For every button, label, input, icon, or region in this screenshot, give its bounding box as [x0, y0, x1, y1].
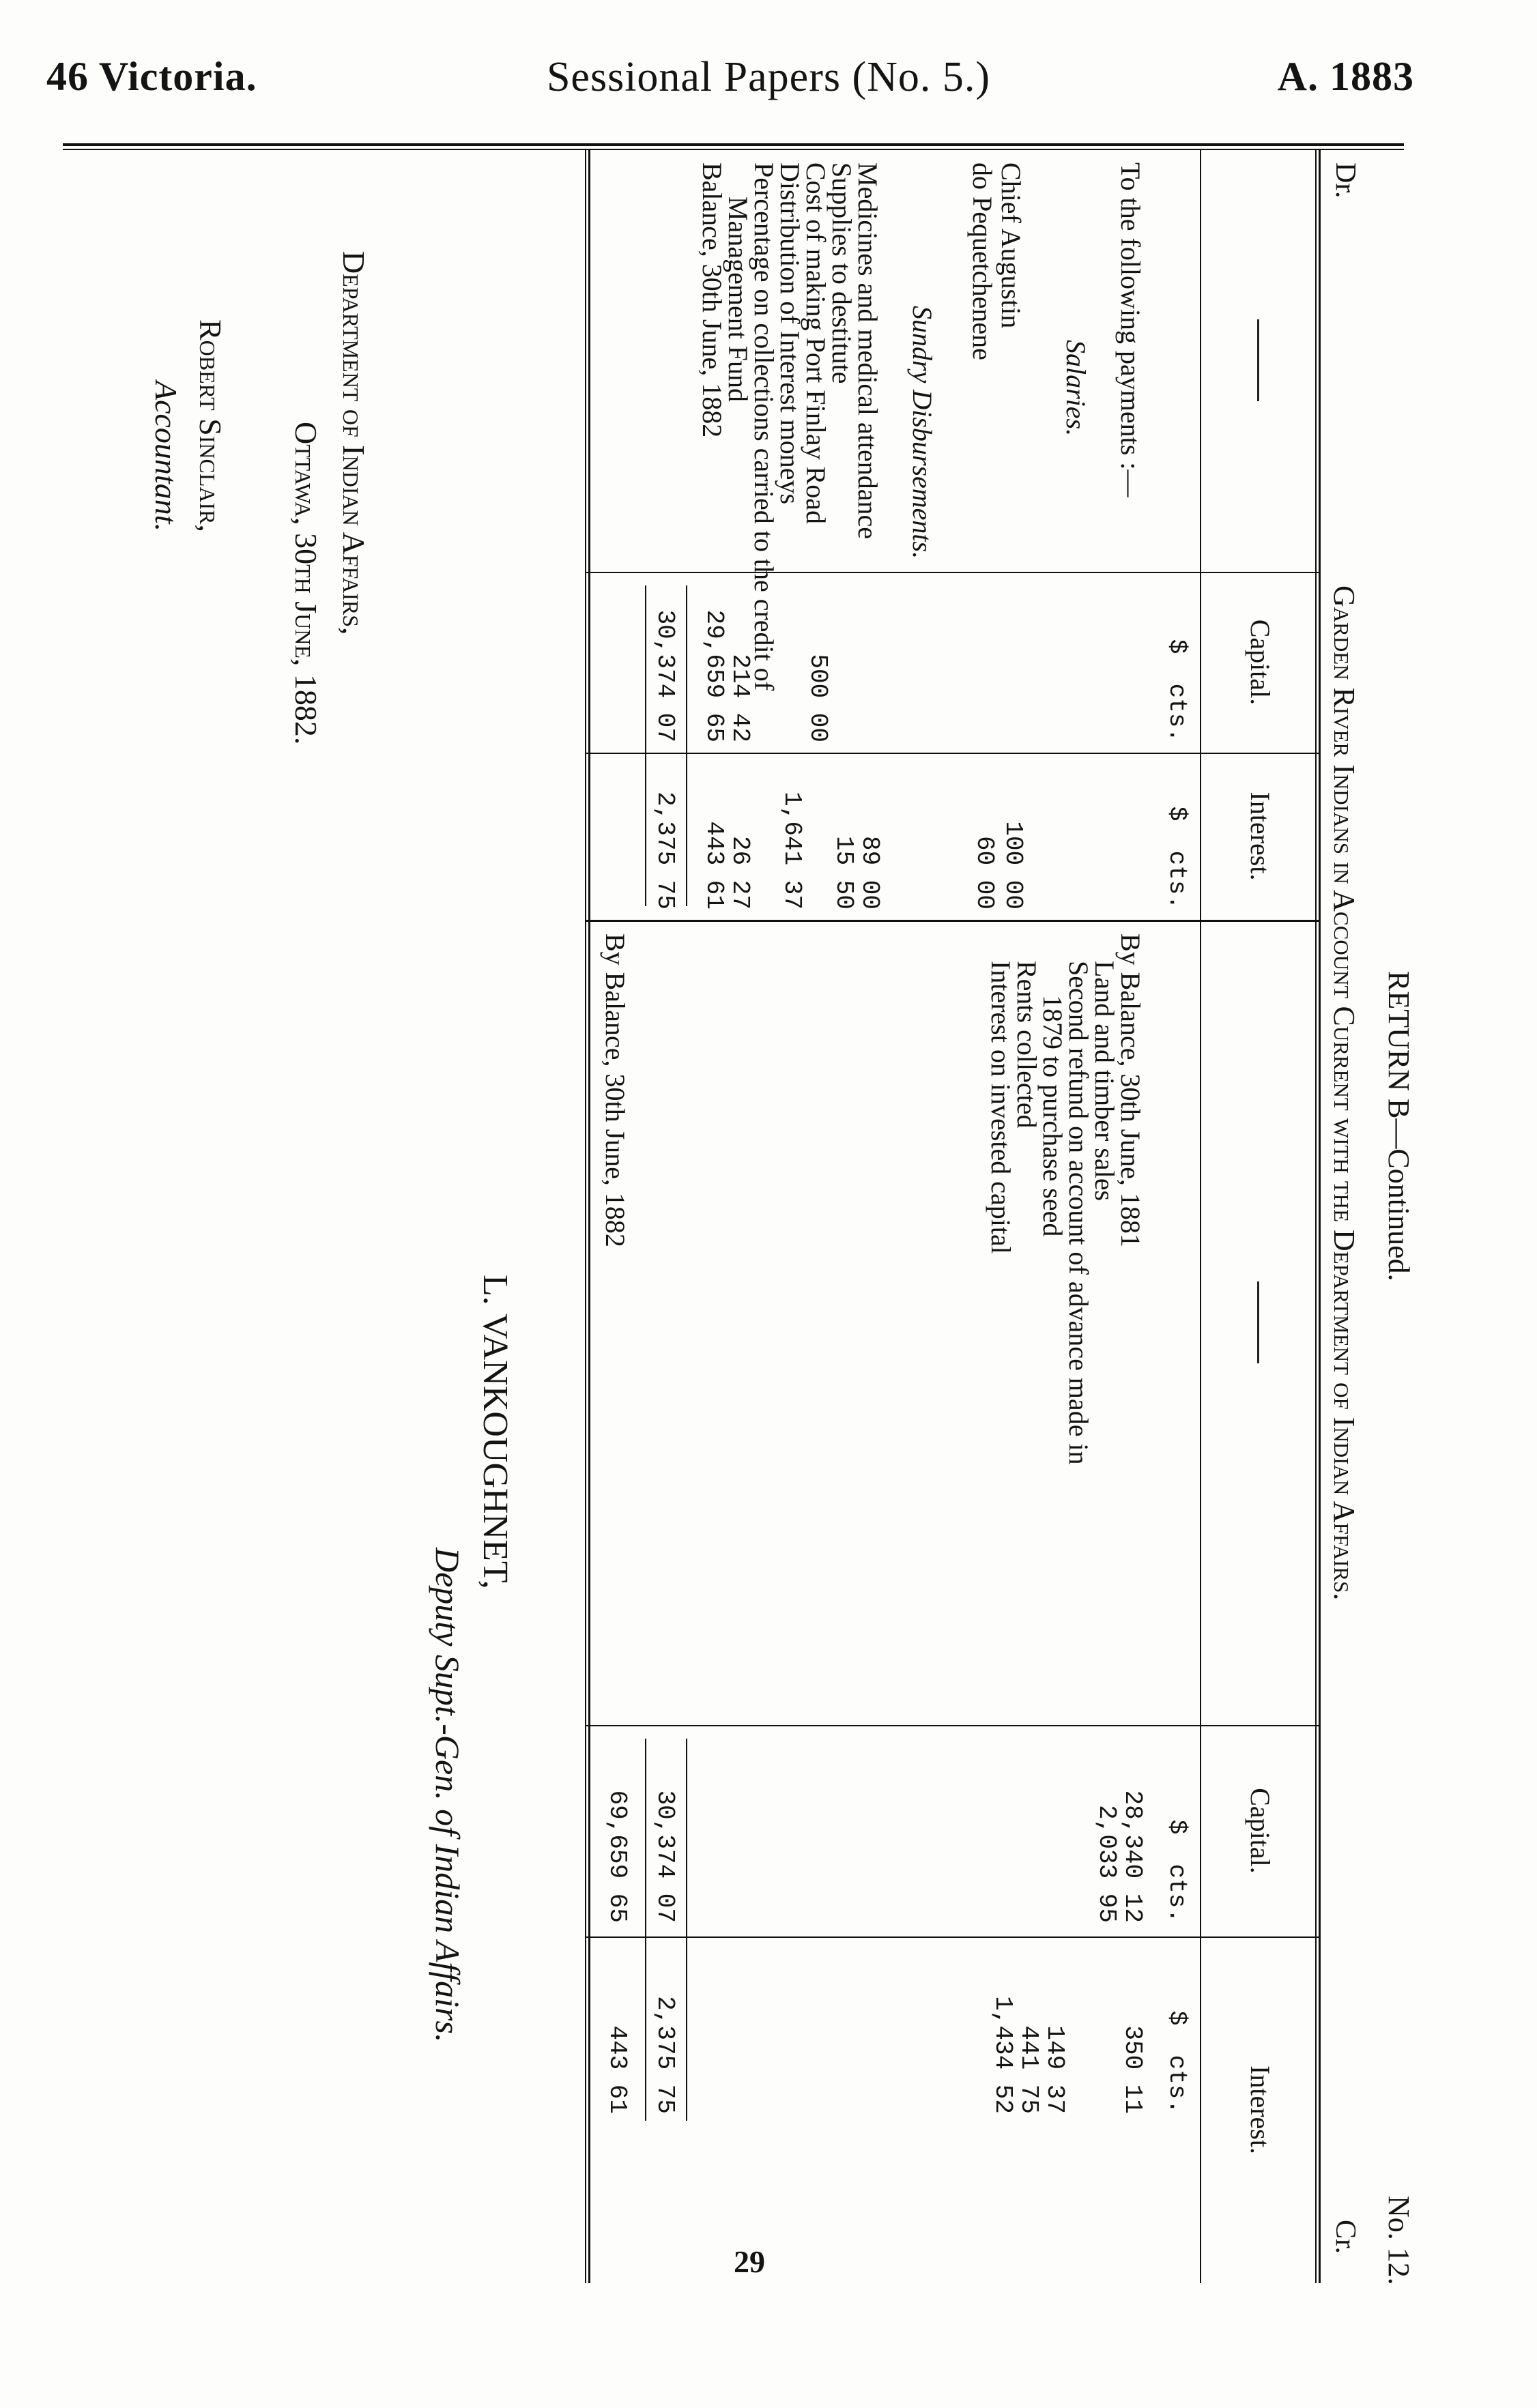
- credit-interest-header: Interest.: [1245, 2065, 1276, 2154]
- return-subtitle: Garden River Indians in Account Current with the Department of Indian Affairs.: [1327, 585, 1361, 1601]
- signature-name: L. VANKOUGHNET,: [476, 1275, 515, 1589]
- credit-capital-units: $ cts.: [1163, 1819, 1191, 1923]
- rule-debit-label: [586, 572, 1321, 573]
- credit-closing-interest: 443 61: [603, 2025, 631, 2114]
- credit-total-rule-top: [686, 1739, 687, 2121]
- debit-row-1-label: do Pequetchenene: [967, 162, 998, 360]
- credit-row-4-label: Rents collected: [1011, 961, 1042, 1129]
- accountant-title: Accountant.: [149, 381, 184, 532]
- rule-center: [586, 920, 1321, 922]
- department-line: Department of Indian Affairs,: [336, 251, 371, 635]
- sundry-row-0-interest: 89 00: [856, 835, 884, 910]
- sundry-row-1-label: Supplies to destitute: [827, 162, 857, 384]
- cr-label: Cr.: [1330, 2220, 1361, 2254]
- credit-particulars-dash: [1257, 1281, 1259, 1363]
- sundry-row-1-interest: 15 50: [830, 835, 858, 910]
- dr-label: Dr.: [1330, 162, 1361, 199]
- credit-total-rule-bottom: [645, 1739, 646, 2121]
- header-center: Sessional Papers (No. 5.): [546, 54, 991, 100]
- debit-capital-header: Capital.: [1245, 619, 1276, 706]
- credit-row-5-interest: 1,434 52: [989, 1996, 1017, 2114]
- debit-total-capital: 30,374 07: [651, 609, 679, 742]
- table-bottom-rule: [588, 149, 590, 2283]
- place-date-line: Ottawa, 30th June, 1882.: [289, 422, 324, 745]
- debit-interest-units: $ cts.: [1163, 806, 1191, 910]
- credit-closing-label: By Balance, 30th June, 1882: [600, 933, 631, 1247]
- credit-row-2-label: Second refund on account of advance made in: [1063, 961, 1094, 1465]
- debit-total-rule-top: [686, 585, 687, 906]
- credit-row-3-label: 1879 to purchase seed: [1037, 995, 1068, 1237]
- sundry-row-3-label: Distribution of Interest moneys: [775, 162, 805, 505]
- credit-row-0-label: By Balance, 30th June, 1881: [1115, 933, 1146, 1247]
- credit-row-1-label: Land and timber sales: [1089, 961, 1120, 1202]
- header-rule: [63, 143, 1404, 146]
- debit-total-interest: 2,375 75: [651, 792, 679, 910]
- rule-debit-capital: [586, 753, 1321, 754]
- sundry-row-2-label: Cost of making Port Finlay Road: [801, 162, 831, 524]
- sundry-row-6-label: Balance, 30th June, 1882: [697, 162, 728, 438]
- debit-interest-header: Interest.: [1245, 792, 1276, 881]
- debit-particulars-dash: [1257, 319, 1259, 401]
- sundry-row-6-capital: 29,659 65: [700, 609, 728, 742]
- credit-interest-units: $ cts.: [1163, 2010, 1191, 2114]
- table-top-rule: [1319, 149, 1321, 2283]
- sundry-heading: Sundry Disbursements.: [907, 306, 938, 560]
- sundry-row-3-interest: 1,641 37: [778, 792, 806, 910]
- credit-total-interest: 2,375 75: [651, 1996, 679, 2114]
- rule-credit-capital: [586, 1936, 1321, 1938]
- return-title: RETURN B—Continued.: [1382, 971, 1416, 1281]
- credit-row-0-interest: 350 11: [1119, 2025, 1147, 2114]
- debit-row-1-interest: 60 00: [971, 835, 999, 910]
- sundry-row-0-label: Medicines and medical attendance: [852, 162, 883, 539]
- table-bottom-rule-2: [585, 149, 586, 2283]
- rule-credit-label: [586, 1725, 1321, 1726]
- credit-row-4-interest: 441 75: [1015, 2025, 1043, 2114]
- accountant-name: Robert Sinclair,: [193, 319, 228, 532]
- credit-closing-capital: 69,659 65: [603, 1790, 631, 1923]
- credit-row-5-label: Interest on invested capital: [986, 961, 1016, 1254]
- debit-total-rule-bottom: [645, 585, 646, 906]
- header-right: A. 1883: [1277, 54, 1414, 99]
- header-left: 46 Victoria.: [46, 54, 257, 99]
- credit-row-0-capital: 28,340 12: [1119, 1790, 1147, 1923]
- sundry-row-5-capital: 214 42: [726, 654, 754, 742]
- credit-capital-header: Capital.: [1245, 1788, 1276, 1874]
- return-number: No. 12.: [1382, 2196, 1416, 2285]
- credit-total-capital: 30,374 07: [651, 1790, 679, 1923]
- debit-row-0-label: Chief Augustin: [996, 162, 1026, 329]
- signature-title: Deputy Supt.-Gen. of Indian Affairs.: [429, 1548, 467, 2043]
- table-top-rule-2: [1315, 149, 1317, 2283]
- sundry-row-2-capital: 500 00: [804, 654, 832, 742]
- credit-row-1-capital: 2,033 95: [1093, 1805, 1121, 1923]
- salaries-heading: Salaries.: [1061, 340, 1091, 437]
- sundry-row-6-interest: 443 61: [700, 821, 728, 910]
- rotated-account-table: [58, 149, 1416, 2285]
- sundry-row-5-label: Management Fund: [723, 197, 753, 403]
- debit-intro: To the following payments :—: [1115, 162, 1146, 497]
- sundry-row-5-interest: 26 27: [726, 835, 754, 910]
- debit-capital-units: $ cts.: [1163, 639, 1191, 742]
- page-number: 29: [734, 2244, 765, 2279]
- debit-row-0-interest: 100 00: [999, 821, 1027, 910]
- credit-row-3-interest: 149 37: [1041, 2025, 1069, 2114]
- header-row-rule: [1200, 149, 1201, 2283]
- sundry-row-4-label: Percentage on collections carried to the credit of: [749, 162, 779, 691]
